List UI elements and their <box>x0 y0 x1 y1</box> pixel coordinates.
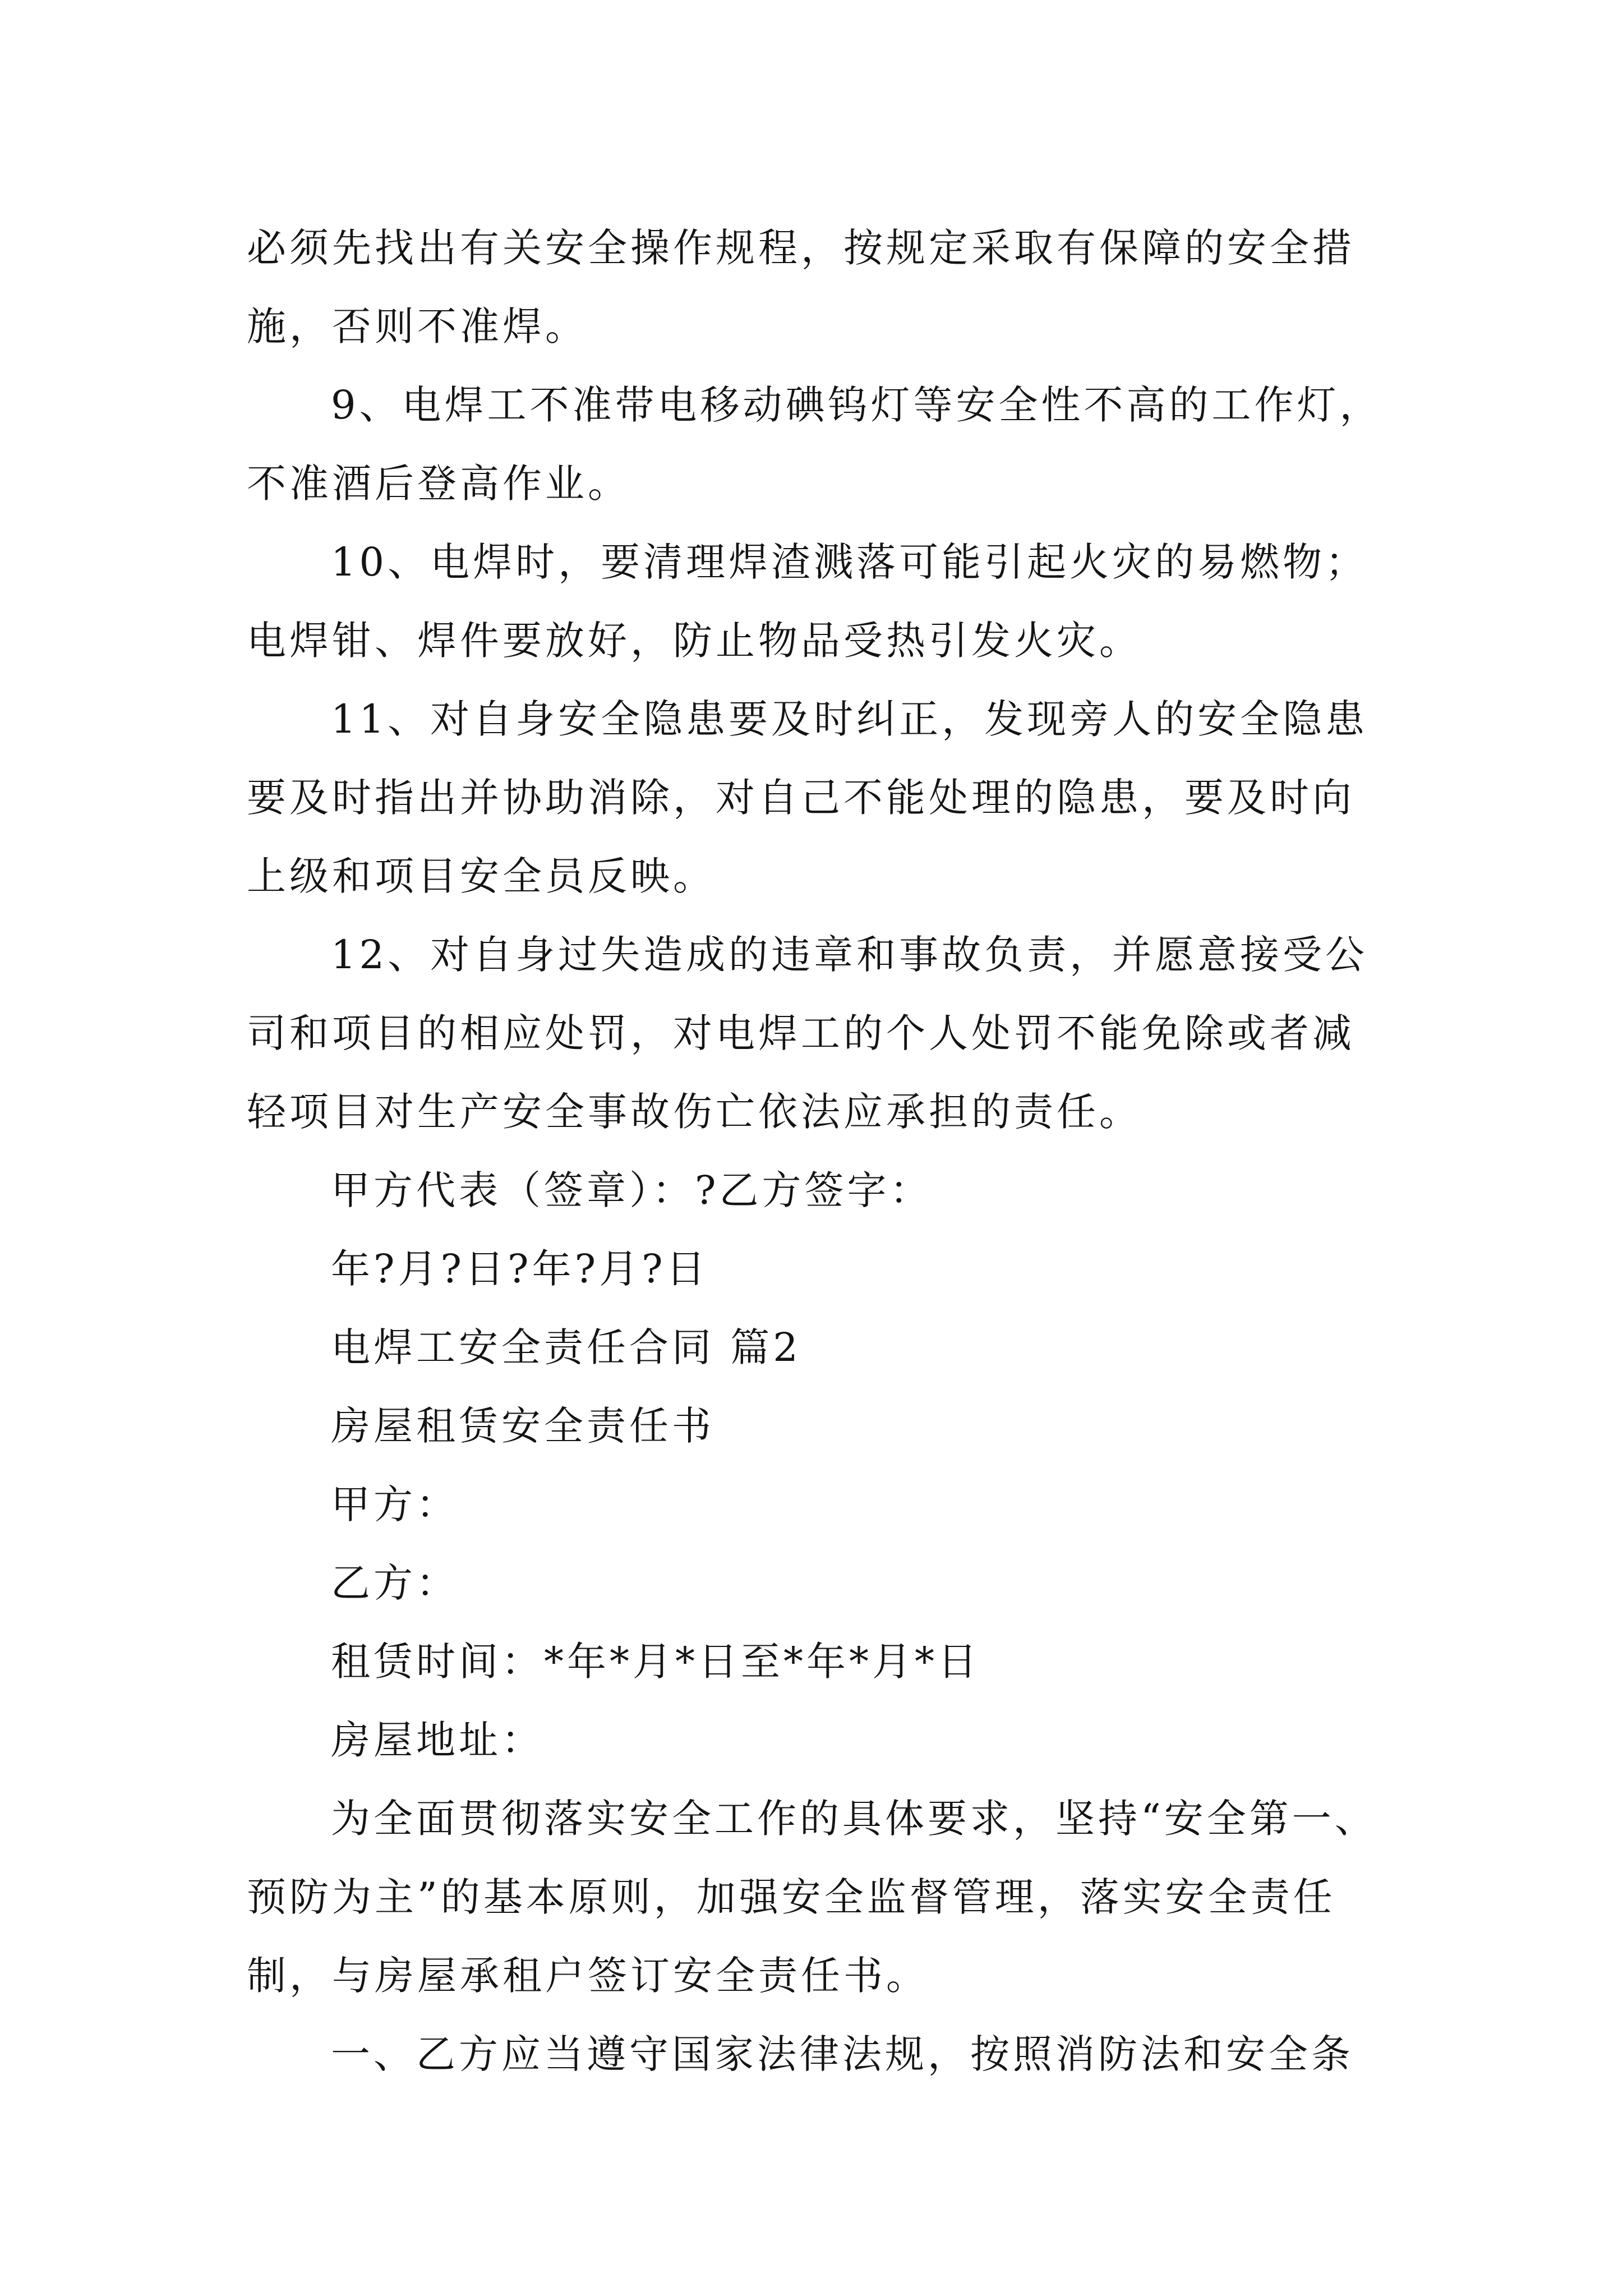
text-line: 9、电焊工不准带电移动碘钨灯等安全性不高的工作灯， <box>331 382 1382 428</box>
text-line: 12、对自身过失造成的违章和事故负责，并愿意接受公 <box>331 932 1368 978</box>
text-line: 甲方： <box>331 1481 459 1527</box>
date-line <box>247 1230 1387 1308</box>
section-heading <box>247 1308 1387 1387</box>
lease-period-line <box>247 1622 1387 1701</box>
text-line: 轻项目对生产安全事故伤亡依法应承担的责任。 <box>247 1089 1142 1135</box>
paragraph-rule-11 <box>247 680 1387 915</box>
address-line <box>247 1701 1387 1779</box>
text-line: 不准酒后登高作业。 <box>247 461 630 507</box>
text-line: 为全面贯彻落实安全工作的具体要求，坚持“安全第一、 <box>331 1796 1377 1842</box>
paragraph-rule-9 <box>247 366 1387 523</box>
text-line: 上级和项目安全员反映。 <box>247 853 716 899</box>
text-line: 租赁时间：*年*月*日至*年*月*日 <box>331 1639 980 1685</box>
text-line: 施，否则不准焊。 <box>247 303 588 349</box>
text-line: 电焊工安全责任合同 篇2 <box>331 1324 801 1370</box>
paragraph-clause-1 <box>247 2015 1387 2093</box>
paragraph-rule-12 <box>247 915 1387 1151</box>
text-line: 甲方代表（签章）：?乙方签字： <box>331 1167 933 1213</box>
document-title <box>247 1387 1387 1465</box>
text-line: 年?月?日?年?月?日 <box>331 1246 709 1292</box>
signature-line <box>247 1151 1387 1230</box>
text-line: 电焊钳、焊件要放好，防止物品受热引发火灾。 <box>247 618 1142 664</box>
paragraph-rule-10 <box>247 523 1387 680</box>
party-b-line <box>247 1544 1387 1622</box>
text-line: 必须先找出有关安全操作规程，按规定采取有保障的安全措 <box>247 225 1355 271</box>
text-line: 11、对自身安全隐患要及时纠正，发现旁人的安全隐患 <box>331 696 1368 742</box>
party-a-line <box>247 1465 1387 1544</box>
text-line: 制，与房屋承租户签订安全责任书。 <box>247 1953 929 1999</box>
text-line: 司和项目的相应处罚，对电焊工的个人处罚不能免除或者减 <box>247 1010 1355 1056</box>
document-body <box>247 209 1387 2093</box>
text-line: 一、乙方应当遵守国家法律法规，按照消防法和安全条 <box>331 2031 1354 2077</box>
text-line: 10、电焊时，要清理焊渣溅落可能引起火灾的易燃物； <box>331 539 1368 585</box>
text-line: 房屋租赁安全责任书 <box>331 1403 714 1449</box>
paragraph-purpose <box>247 1779 1387 2015</box>
paragraph-welding-rules-continued <box>247 209 1387 366</box>
text-line: 房屋地址： <box>331 1717 544 1763</box>
text-line: 乙方： <box>331 1560 459 1606</box>
text-line: 要及时指出并协助消除，对自己不能处理的隐患，要及时向 <box>247 775 1355 821</box>
text-line: 预防为主”的基本原则，加强安全监督管理，落实安全责任 <box>247 1874 1336 1920</box>
